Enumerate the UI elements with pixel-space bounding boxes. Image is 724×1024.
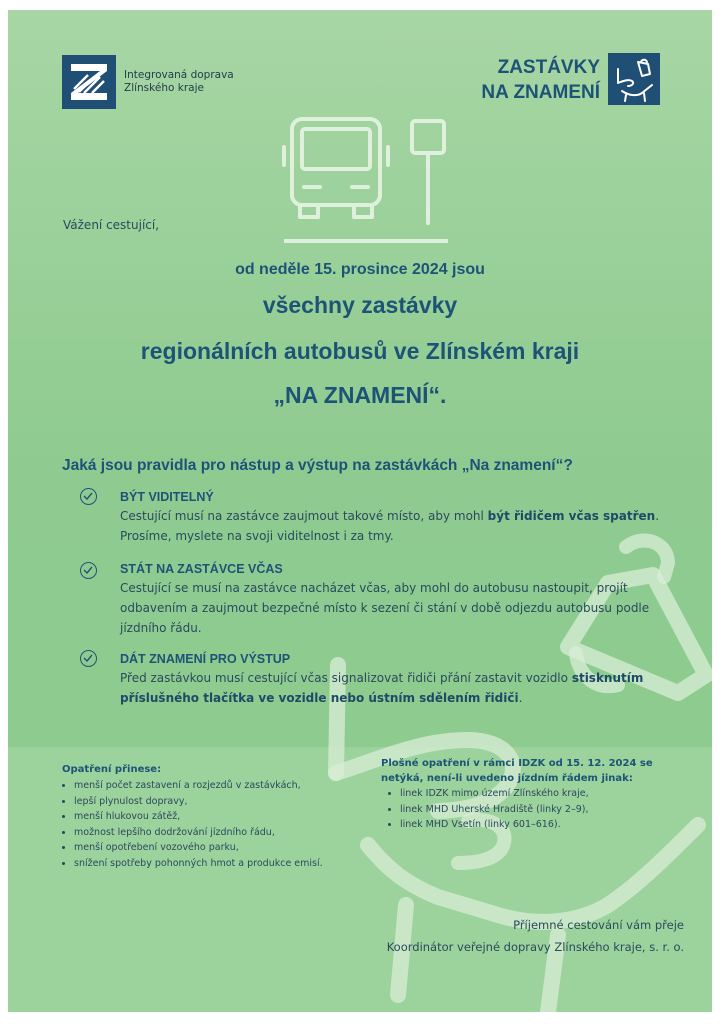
header-title xyxy=(481,55,600,105)
rule-1-text xyxy=(120,506,660,546)
lead-text: od neděle 15. prosince 2024 jsou xyxy=(235,261,485,278)
scope-title: Plošné opatření v rámci IDZK od 15. 12. 2024 se netýká, není-li uvedeno jízdním řádem jinak: xyxy=(381,758,653,784)
poster-sheet xyxy=(8,10,712,1012)
headline-line2: regionálních autobusů ve Zlínském kraji xyxy=(140,338,580,364)
organization-name-line1: Integrovaná doprava xyxy=(124,69,234,81)
benefits-item: • lepší plynulost dopravy, xyxy=(74,794,360,810)
headline-line1: všechny zastávky xyxy=(262,292,458,318)
rule-1-text-bold: být řidičem včas spatřen xyxy=(487,509,656,523)
closing-line2: Koordinátor veřejné dopravy Zlínského kraje, s. r. o. xyxy=(386,940,684,954)
organization-name-line2: Zlínského kraje xyxy=(124,82,204,94)
benefits-item: • menší opotřebení vozového parku, xyxy=(74,840,360,856)
organization-name xyxy=(124,69,284,95)
rule-1-text-a: Cestující musí na zastávce zaujmout takové místo, aby mohl xyxy=(120,509,488,523)
rule-3-text-b: . xyxy=(518,691,523,705)
benefits-item: • menší hlukovou zátěž, xyxy=(74,809,360,825)
benefits-list xyxy=(60,778,360,871)
rule-2-check-icon xyxy=(80,562,97,579)
benefits-item: • možnost lepšího dodržování jízdního řádu, xyxy=(74,825,360,841)
benefits-item: • menší počet zastavení a rozjezdů v zastávkách, xyxy=(74,778,360,794)
scope-item: • linek MHD Uherské Hradiště (linky 2–9), xyxy=(400,802,686,818)
rule-3-check-icon xyxy=(80,650,97,667)
benefits-item: • snížení spotřeby pohonných hmot a produkce emisí. xyxy=(74,856,360,872)
scope-list xyxy=(386,786,686,833)
zlin-z-logo-icon xyxy=(62,55,116,109)
rule-1-text-b: . Prosíme, myslete na svoji viditelnost i za tmy. xyxy=(120,509,660,543)
rule-1-check-icon xyxy=(80,488,97,505)
organization-logo xyxy=(62,55,116,109)
rule-3-text xyxy=(120,668,660,708)
rule-3-text-a: Před zastávkou musí cestující včas signalizovat řidiči přání zastavit vozidlo xyxy=(120,671,572,685)
rule-2-title: STÁT NA ZASTÁVCE VČAS xyxy=(120,562,283,576)
rule-3-title: DÁT ZNAMENÍ PRO VÝSTUP xyxy=(120,652,291,666)
scope-item: • linek IDZK mimo území Zlínského kraje, xyxy=(400,786,686,802)
rule-2-text: Cestující se musí na zastávce nacházet včas, aby mohl do autobusu nastoupit, projít odbavením a zaujmout bezpečné místo k sezení či stání v době odjezdu autobusu podle jízdního řádu. xyxy=(120,581,650,635)
bus-stop-illustration-icon xyxy=(276,113,456,248)
header-icon-box xyxy=(608,53,660,105)
header-title-line1: ZASTÁVKY xyxy=(497,57,600,78)
rule-3-text-bold: stisknutím příslušného tlačítka ve vozidle nebo ústním sdělením řidiči xyxy=(120,671,644,705)
rules-question: Jaká jsou pravidla pro nástup a výstup na zastávkách „Na znamení“? xyxy=(62,457,573,474)
scope-item: • linek MHD Vsetín (linky 601–616). xyxy=(400,817,686,833)
benefits-title: Opatření přinese: xyxy=(62,764,162,775)
header-title-line2: NA ZNAMENÍ xyxy=(481,82,600,103)
closing-line1: Příjemné cestování vám přeje xyxy=(513,918,684,932)
rule-1-title: BÝT VIDITELNÝ xyxy=(120,490,214,504)
headline-line3: „NA ZNAMENÍ“. xyxy=(273,382,447,408)
greeting: Vážení cestující, xyxy=(63,218,160,232)
hand-press-button-icon xyxy=(608,53,660,105)
